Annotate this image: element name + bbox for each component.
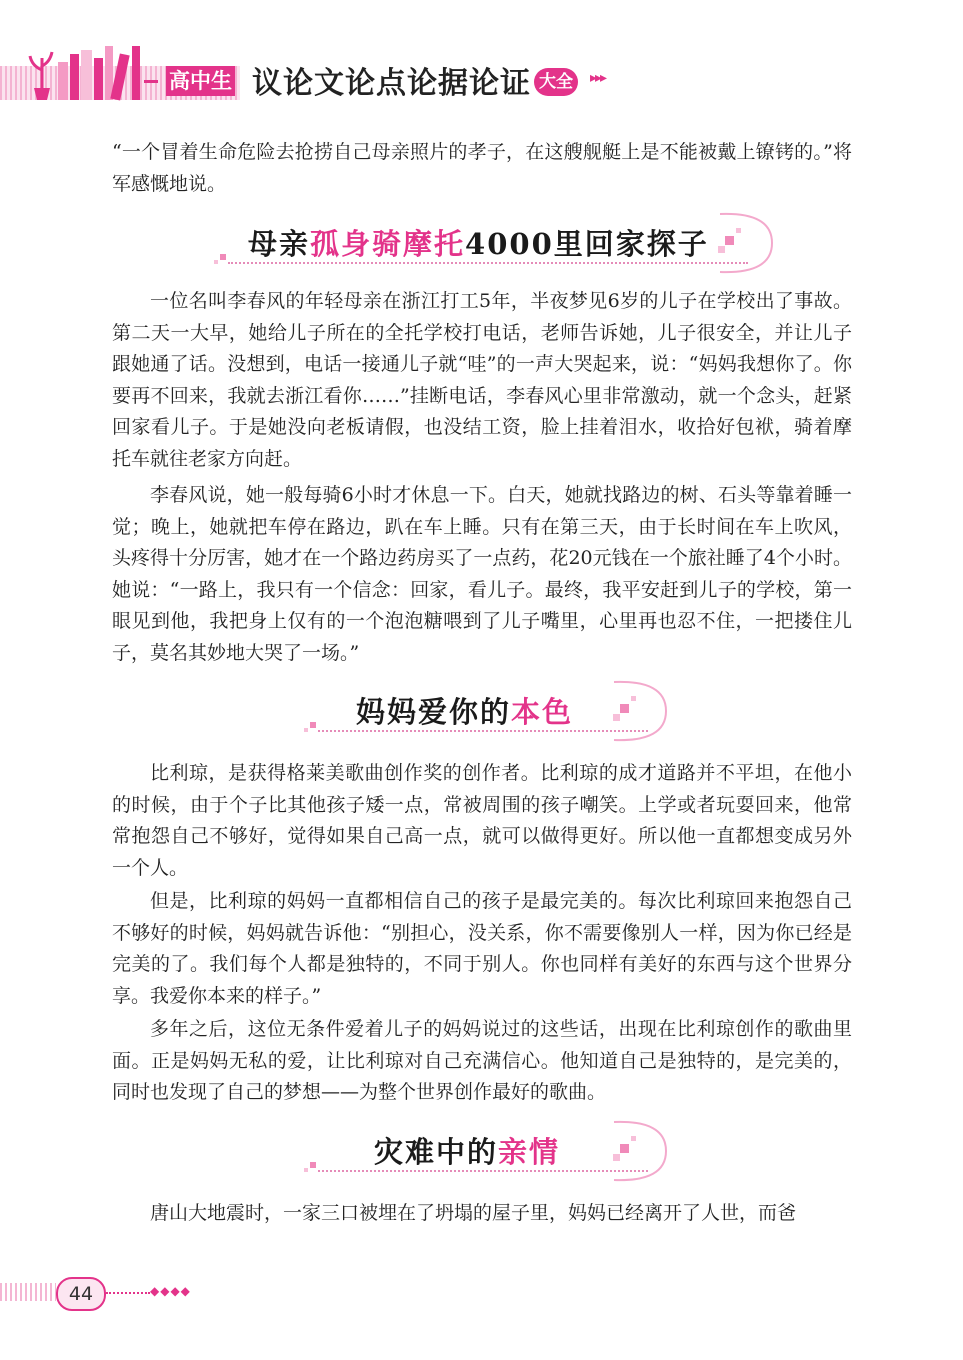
square-decoration-icon (310, 1162, 316, 1168)
page-header (0, 0, 963, 110)
header-badge: 大全 (534, 68, 578, 96)
footer-dotted-line (106, 1292, 150, 1294)
dotted-underline (318, 730, 648, 732)
dotted-underline (318, 1170, 648, 1172)
dotted-underline (228, 262, 748, 264)
square-decoration-icon (620, 704, 629, 713)
page-number: 44 (56, 1277, 106, 1311)
header-arrows: ▸▸▸ (590, 70, 606, 86)
arc-decoration-icon (710, 208, 790, 278)
section-heading (300, 1116, 680, 1186)
square-decoration-icon (304, 728, 308, 732)
diamond-decoration-icon: ◆◆◆◆ (150, 1284, 191, 1298)
square-decoration-icon (310, 722, 316, 728)
square-decoration-icon (613, 1154, 620, 1161)
square-decoration-icon (620, 1144, 629, 1153)
footer-pattern (0, 1283, 56, 1301)
header-tag: 高中生 (166, 66, 235, 96)
arc-decoration-icon (604, 676, 684, 746)
paragraph: “一个冒着生命危险去抢捞自己母亲照片的孝子，在这艘舰艇上是不能被戴上镣铐的。”将军感慨地说。 (112, 141, 852, 195)
square-decoration-icon (631, 696, 636, 701)
section-title: 灾难中的亲情 (374, 1135, 561, 1169)
square-decoration-icon (631, 1136, 636, 1141)
books-icon (20, 40, 160, 102)
paragraph: 比利琼，是获得格莱美歌曲创作奖的创作者。比利琼的成才道路并不平坦，在他小的时候，由于个子比其他孩子矮一点，常被周围的孩子嘲笑。上学或者玩耍回来，他常常抱怨自己不够好，觉得如果自己高一点，就可以做得更好。所以他一直都想变成另外一个人。 (112, 762, 852, 879)
square-decoration-icon (214, 260, 218, 264)
square-decoration-icon (220, 254, 226, 260)
square-decoration-icon (304, 1168, 308, 1172)
square-decoration-icon (718, 246, 725, 253)
arc-decoration-icon (604, 1116, 684, 1186)
book-title: 议论文论点论据论证 (252, 66, 531, 101)
paragraph: 唐山大地震时，一家三口被埋在了坍塌的屋子里，妈妈已经离开了人世，而爸 (150, 1202, 797, 1224)
paragraph: 但是，比利琼的妈妈一直都相信自己的孩子是最完美的。每次比利琼回来抱怨自己不够好的时候，妈妈就告诉他：“别担心，没关系，你不需要像别人一样，因为你已经是完美的了。我们每个人都是独特的，不同于别人。你也同样有美好的东西与这个世界分享。我爱你本来的样子。” (112, 890, 852, 1007)
section-title: 母亲孤身骑摩托4000里回家探子 (248, 227, 709, 261)
section-heading (300, 676, 680, 746)
paragraph: 李春风说，她一般每骑6小时才休息一下。白天，她就找路边的树、石头等靠着睡一觉；晚上，她就把车停在路边，趴在车上睡。只有在第三天，由于长时间在车上吹风，头疼得十分厉害，她才在一个路边药房买了一点药，花20元钱在一个旅社睡了4个小时。她说：“一路上，我只有一个信念：回家，看儿子。最终，我平安赶到儿子的学校，第一眼见到他，我把身上仅有的一个泡泡糖喂到了儿子嘴里，心里再也忍不住，一把搂住儿子，莫名其妙地大哭了一场。” (112, 484, 852, 664)
paragraph: 一位名叫李春风的年轻母亲在浙江打工5年，半夜梦见6岁的儿子在学校出了事故。第二天一大早，她给儿子所在的全托学校打电话，老师告诉她，儿子很安全，并让儿子跟她通了话。没想到，电话一接通儿子就“哇”的一声大哭起来，说：“妈妈我想你了。你要再不回来，我就去浙江看你……”挂断电话，李春风心里非常激动，就一个念头，赶紧回家看儿子。于是她没向老板请假，也没结工资，脸上挂着泪水，收拾好包袱，骑着摩托车就往老家方向赶。 (112, 290, 852, 470)
square-decoration-icon (725, 236, 734, 245)
square-decoration-icon (613, 714, 620, 721)
paragraph: 多年之后，这位无条件爱着儿子的妈妈说过的这些话，出现在比利琼创作的歌曲里面。正是妈妈无私的爱，让比利琼对自己充满信心。他知道自己是独特的，是完美的，同时也发现了自己的梦想——为整个世界创作最好的歌曲。 (112, 1018, 852, 1103)
section-title: 妈妈爱你的本色 (356, 695, 574, 729)
section-heading (210, 208, 790, 278)
square-decoration-icon (736, 228, 741, 233)
